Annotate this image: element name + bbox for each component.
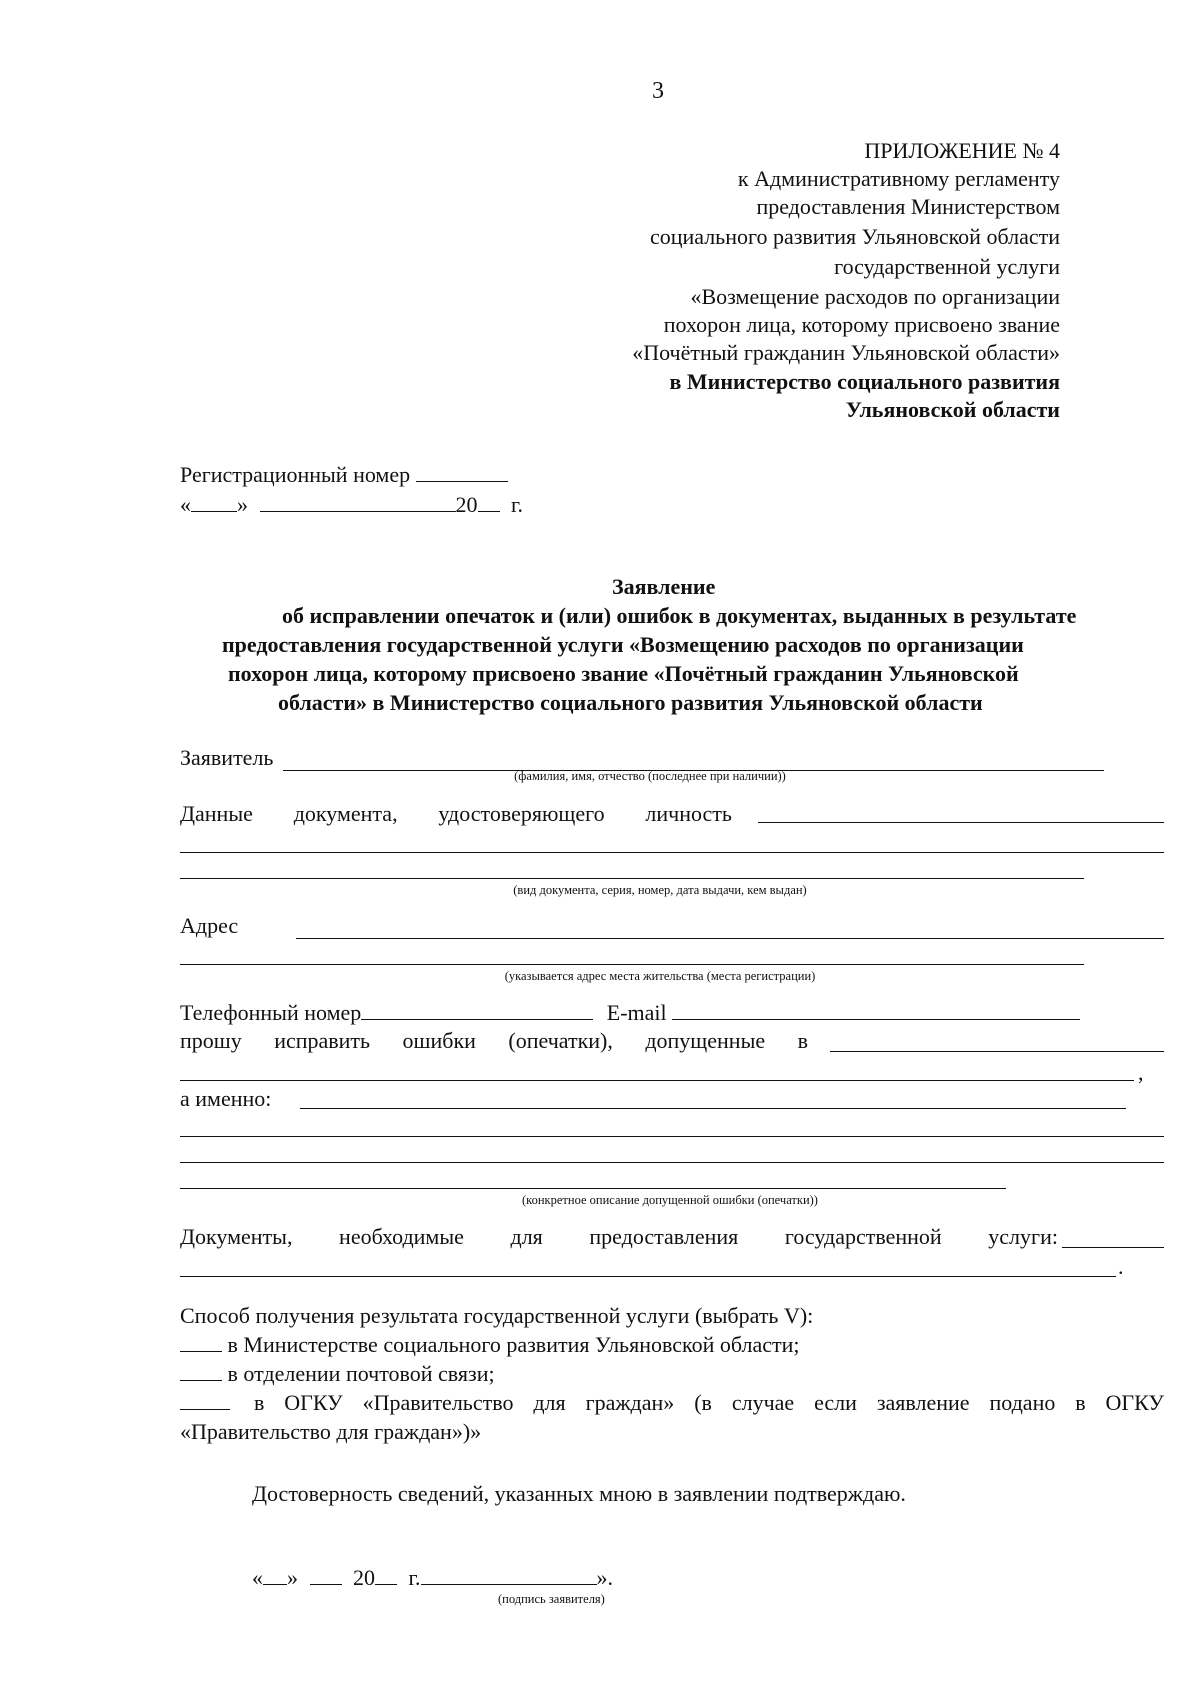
error-description-field[interactable] (300, 1108, 1126, 1109)
word: услуги: (988, 1224, 1058, 1249)
statement-title-line: похорон лица, которому присвоено звание «Почётный гражданин Ульяновской (228, 661, 1019, 686)
year-suffix: г. (511, 492, 524, 517)
word: ошибки (402, 1028, 476, 1053)
registration-date (180, 492, 523, 518)
checkbox-blank[interactable] (180, 1333, 222, 1352)
period: . (1118, 1254, 1124, 1279)
appendix-line: социального развития Ульяновской области (649, 224, 1060, 249)
appendix-line: похорон лица, которому присвоено звание (663, 312, 1060, 337)
id-document-field[interactable] (758, 822, 1164, 823)
documents-field[interactable] (1062, 1247, 1164, 1248)
id-document-label (180, 801, 732, 827)
sign-month-blank[interactable] (310, 1566, 342, 1585)
page-number: 3 (652, 78, 664, 104)
word: предоставления (589, 1224, 739, 1249)
appendix-heading: ПРИЛОЖЕНИЕ № 4 (864, 138, 1060, 163)
end-mark: ». (596, 1565, 614, 1590)
statement-title-line: области» в Министерство социального развития Ульяновской области (278, 690, 983, 715)
word: ОГКУ (284, 1390, 343, 1415)
applicant-hint: (фамилия, имя, отчество (последнее при наличии)) (514, 769, 786, 783)
registration-number-blank[interactable] (416, 463, 508, 482)
word: документа, (293, 801, 398, 826)
address-hint: (указывается адрес места жительства (места регистрации) (504, 969, 816, 983)
word: прошу (180, 1028, 242, 1053)
year-prefix: 20 (353, 1565, 375, 1590)
address-label: Адрес (180, 913, 239, 938)
word: для (533, 1390, 566, 1415)
word: Данные (180, 801, 253, 826)
day-blank[interactable] (191, 493, 237, 512)
email-field[interactable] (672, 1001, 1080, 1020)
delivery-heading: Способ получения результата государственной услуги (выбрать V): (180, 1303, 814, 1328)
quote-close: » (237, 492, 248, 517)
signature-hint: (подпись заявителя) (498, 1592, 605, 1606)
quote-close: » (287, 1565, 298, 1590)
month-blank[interactable] (260, 493, 456, 512)
id-document-field-line-3[interactable] (180, 878, 1084, 879)
appendix-line: «Возмещение расходов по организации (690, 284, 1060, 309)
option-label: в Министерстве социального развития Ульяновской области; (227, 1332, 800, 1357)
word: исправить (274, 1028, 371, 1053)
word: (опечатки), (508, 1028, 613, 1053)
word: Документы, (180, 1224, 293, 1249)
error-description-line-2[interactable] (180, 1136, 1164, 1137)
address-field[interactable] (296, 938, 1164, 939)
comma: , (1138, 1060, 1144, 1085)
delivery-option-ministry (180, 1332, 800, 1358)
phone-field[interactable] (361, 1001, 593, 1020)
request-field[interactable] (830, 1051, 1164, 1052)
word: государственной (784, 1224, 942, 1249)
address-field-line-2[interactable] (180, 964, 1084, 965)
appendix-line: государственной услуги (834, 254, 1060, 279)
appendix-line: «Почётный гражданин Ульяновской области» (632, 340, 1060, 365)
option-label: в отделении почтовой связи; (227, 1361, 495, 1386)
request-label (180, 1028, 808, 1054)
checkbox-blank[interactable] (180, 1391, 230, 1410)
delivery-option-ogku-cont: «Правительство для граждан»)» (180, 1419, 482, 1444)
word: ОГКУ (1105, 1390, 1164, 1415)
signature-row (252, 1565, 613, 1591)
sign-year-blank[interactable] (375, 1566, 397, 1585)
statement-title-line: об исправлении опечаток и (или) ошибок в документах, выданных в результате (282, 603, 1077, 628)
word: «Правительство (362, 1390, 514, 1415)
sign-day-blank[interactable] (263, 1566, 287, 1585)
applicant-row (180, 745, 1104, 771)
checkbox-blank[interactable] (180, 1362, 222, 1381)
documents-field-line-2[interactable] (180, 1276, 1116, 1277)
delivery-option-ogku (180, 1390, 230, 1416)
word: заявление (876, 1390, 970, 1415)
word: если (814, 1390, 857, 1415)
request-field-line-2[interactable] (180, 1080, 1134, 1081)
word: случае (731, 1390, 795, 1415)
word: граждан» (585, 1390, 675, 1415)
word: (в (694, 1390, 712, 1415)
phone-label: Телефонный номер (180, 1000, 362, 1025)
word: подано (989, 1390, 1056, 1415)
word: в (1075, 1390, 1086, 1415)
word: удостоверяющего (438, 801, 605, 826)
registration-number (180, 462, 508, 488)
year-suffix: г. (408, 1565, 421, 1590)
quote-open: « (180, 492, 191, 517)
word: допущенные (645, 1028, 766, 1053)
confirmation-text: Достоверность сведений, указанных мною в заявлении подтверждаю. (252, 1481, 906, 1506)
applicant-label: Заявитель (180, 745, 274, 770)
id-document-field-line-2[interactable] (180, 852, 1164, 853)
word: в (797, 1028, 808, 1053)
statement-title-line: предоставления государственной услуги «Возмещению расходов по организации (222, 632, 1024, 657)
id-document-hint: (вид документа, серия, номер, дата выдачи, кем выдан) (513, 883, 807, 897)
error-description-line-3[interactable] (180, 1162, 1164, 1163)
namely-label: а именно: (180, 1086, 272, 1111)
registration-label: Регистрационный номер (180, 462, 411, 487)
error-description-line-4[interactable] (180, 1188, 1006, 1189)
appendix-line: к Административному регламенту (737, 166, 1060, 191)
addressee-line: Ульяновской области (845, 397, 1060, 422)
signature-field[interactable] (421, 1566, 597, 1585)
year-blank[interactable] (478, 493, 500, 512)
word: для (510, 1224, 543, 1249)
word: необходимые (339, 1224, 464, 1249)
documents-label (180, 1224, 1058, 1250)
delivery-option-ogku-label (254, 1390, 1164, 1416)
quote-open: « (252, 1565, 263, 1590)
email-label: E-mail (606, 1000, 667, 1025)
word: в (254, 1390, 265, 1415)
phone-email-row (180, 1000, 1080, 1026)
word: личность (645, 801, 732, 826)
addressee-line: в Министерство социального развития (669, 369, 1060, 394)
year-prefix: 20 (455, 492, 478, 517)
appendix-line: предоставления Министерством (756, 194, 1060, 219)
statement-heading: Заявление (612, 574, 716, 599)
error-hint: (конкретное описание допущенной ошибки (опечатки)) (522, 1193, 818, 1207)
delivery-option-post (180, 1361, 495, 1387)
